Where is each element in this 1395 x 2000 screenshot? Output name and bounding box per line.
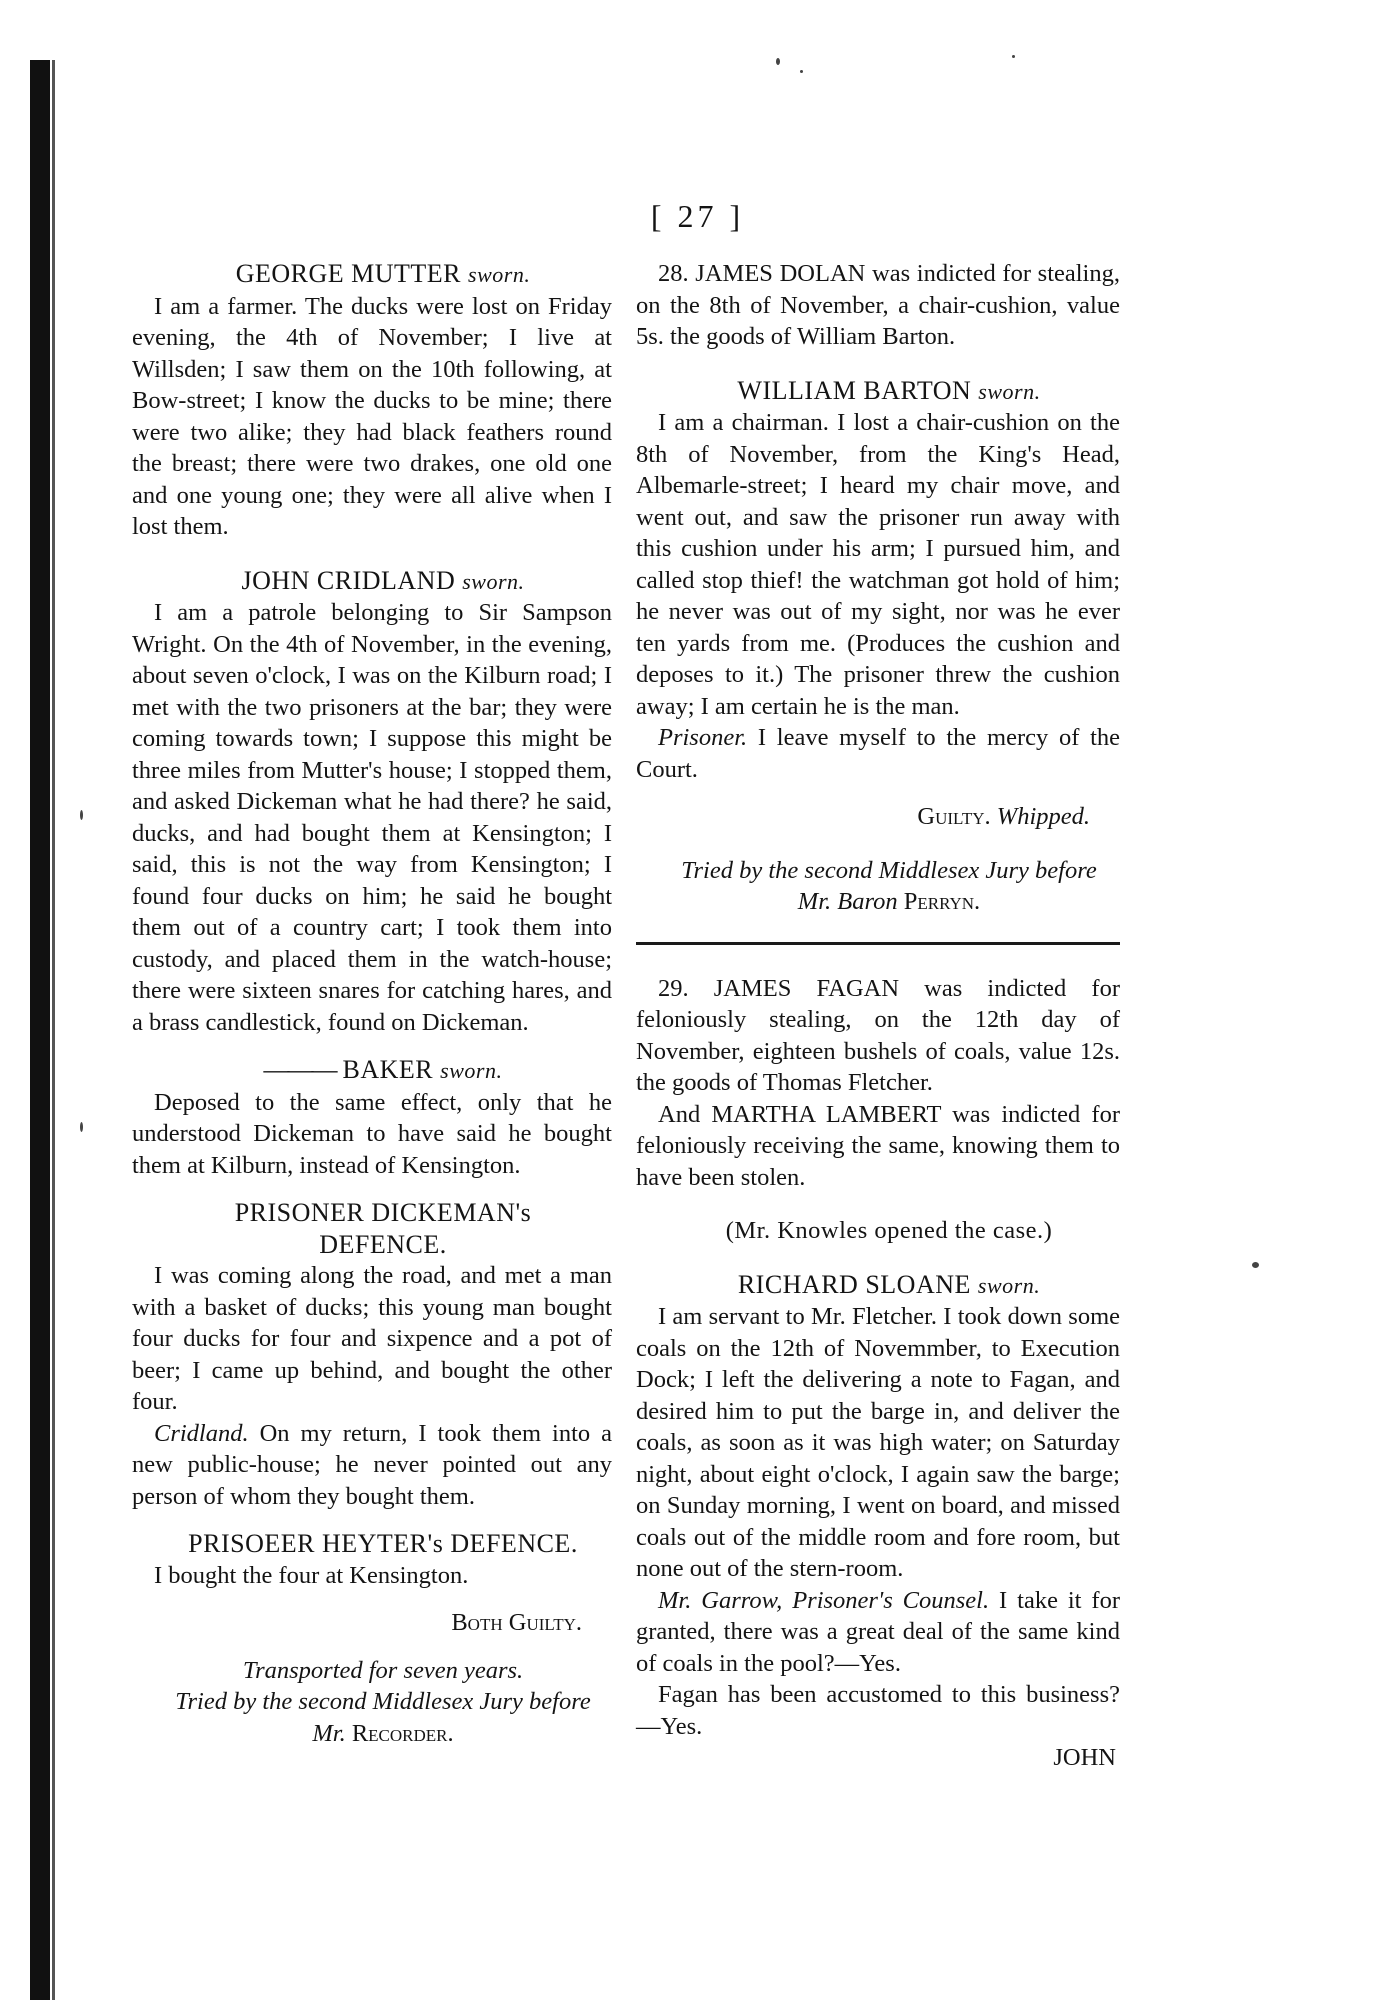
cross-garrow: Mr. Garrow, Prisoner's Counsel. I take it for granted, there was a great deal of the same kind of coals in the pool?—Yes. <box>636 1586 1120 1677</box>
witness-heading-mutter: GEORGE MUTTER sworn. <box>235 259 531 288</box>
defence-heading-dickeman-2: DEFENCE. <box>319 1229 447 1259</box>
tried-judge-left: Mr. Recorder. <box>312 1719 454 1747</box>
witness-heading-sloane: RICHARD SLOANE sworn. <box>737 1269 1041 1299</box>
sentence-left: Transported for seven years. <box>242 1656 524 1684</box>
verdict-left: Both Guilty. <box>451 1609 582 1636</box>
testimony-sloane: I am servant to Mr. Fletcher. I took down some coals on the 12th of Novemmber, to Execution Dock; I left the delivering a note to Fagan, and desired him to put the barge in, and deliver the coals, as soon as it was high water; on Saturday night, about eight o'clock, I again saw the barge; on Sunday morning, I went on board, and missed coals out of the middle room and fore room, but none out of the stern-room. <box>636 1303 1120 1582</box>
testimony-cridland: I am a patrole belonging to Sir Sampson Wright. On the 4th of November, in the evening, about seven o'clock, I was on the Kilburn road; I met with the two prisoners at the bar; they were coming towards town; I suppose this might be three miles from Mutter's house; I stopped them, and asked Dickeman what he had there? he said, ducks, and had bought them at Kensington; I said, this is not the way from Kensington; I found four ducks on him; he said he bought them out of a country cart; I took them into custody, and placed them in the watch-house; there were sixteen snares for catching hares, and a brass candlestick, found on Dickeman. <box>132 599 612 1036</box>
reply-cridland: Cridland. On my return, I took them into a new public-house; he never pointed out any person of whom they bought them. <box>132 1419 612 1510</box>
right-column <box>636 258 1120 1774</box>
section-divider <box>636 942 1120 945</box>
paper-speck <box>1252 1262 1259 1268</box>
paper-speck <box>776 58 780 65</box>
page-number: [ 27 ] <box>650 198 745 234</box>
paper-speck <box>80 1122 83 1132</box>
witness-heading-barton: WILLIAM BARTON sworn. <box>737 375 1041 405</box>
indictment-lambert: And MARTHA LAMBERT was indicted for feloniously receiving the same, knowing them to have been stolen. <box>636 1100 1120 1191</box>
left-column <box>132 258 612 1749</box>
binding-edge <box>52 60 55 2000</box>
testimony-baker: Deposed to the same effect, only that he understood Dickeman to have said he bought them at Kilburn, instead of Kensington. <box>132 1088 612 1179</box>
witness-heading-cridland: JOHN CRIDLAND sworn. <box>241 565 525 595</box>
indictment-fagan: 29. JAMES FAGAN was indicted for feloniously stealing, on the 12th day of November, eighteen bushels of coals, value 12s. the goods of Thomas Fletcher. <box>636 974 1120 1096</box>
paper-speck <box>80 810 83 820</box>
catchword: JOHN <box>1053 1744 1116 1771</box>
defence-heyter: I bought the four at Kensington. <box>154 1561 469 1589</box>
verdict-right: Guilty. Whipped. <box>917 803 1090 830</box>
defence-heading-dickeman: PRISONER DICKEMAN's <box>234 1198 532 1227</box>
binding-shadow <box>30 60 50 2000</box>
statement-prisoner: Prisoner. I leave myself to the mercy of the Court. <box>636 724 1121 783</box>
paper-speck <box>1012 55 1015 58</box>
indictment-dolan: 28. JAMES DOLAN was indicted for stealing, on the 8th of November, a chair-cushion, value 5s. the goods of William Barton. <box>636 260 1120 350</box>
defence-heading-heyter: PRISOEER HEYTER's DEFENCE. <box>188 1529 578 1558</box>
tried-line-right: Tried by the second Middlesex Jury before <box>681 856 1097 884</box>
cross-fagan: Fagan has been accustomed to this business?—Yes. <box>636 1681 1120 1740</box>
tried-judge-right: Mr. Baron Perryn. <box>797 888 981 915</box>
defence-dickeman: I was coming along the road, and met a man with a basket of ducks; this young man bought four ducks for four and sixpence and a pot of beer; I came up behind, and bought the other four. <box>132 1262 612 1415</box>
tried-line-left: Tried by the second Middlesex Jury before <box>175 1688 591 1715</box>
counsel-note: (Mr. Knowles opened the case.) <box>725 1217 1053 1244</box>
testimony-barton: I am a chairman. I lost a chair-cushion on the 8th of November, from the King's Head, Albemarle-street; I heard my chair move, and went out, and saw the prisoner run away with this cushion under his arm; I pursued him, and called stop thief! the watchman got hold of him; he never was out of my sight, nor was he ever ten yards from me. (Produces the cushion and deposes to it.) The prisoner threw the cushion away; I am certain he is the man. <box>636 409 1120 720</box>
witness-heading-baker: ——— BAKER sworn. <box>263 1055 503 1084</box>
testimony-mutter: I am a farmer. The ducks were lost on Friday evening, the 4th of November; I live at Willsden; I saw them on the 10th following, at Bow-street; I know the ducks to be mine; there were two alike; they had black feathers round the breast; there were two drakes, one old one and one young one; they were all alive when I lost them. <box>132 292 612 540</box>
paper-speck <box>800 70 803 73</box>
